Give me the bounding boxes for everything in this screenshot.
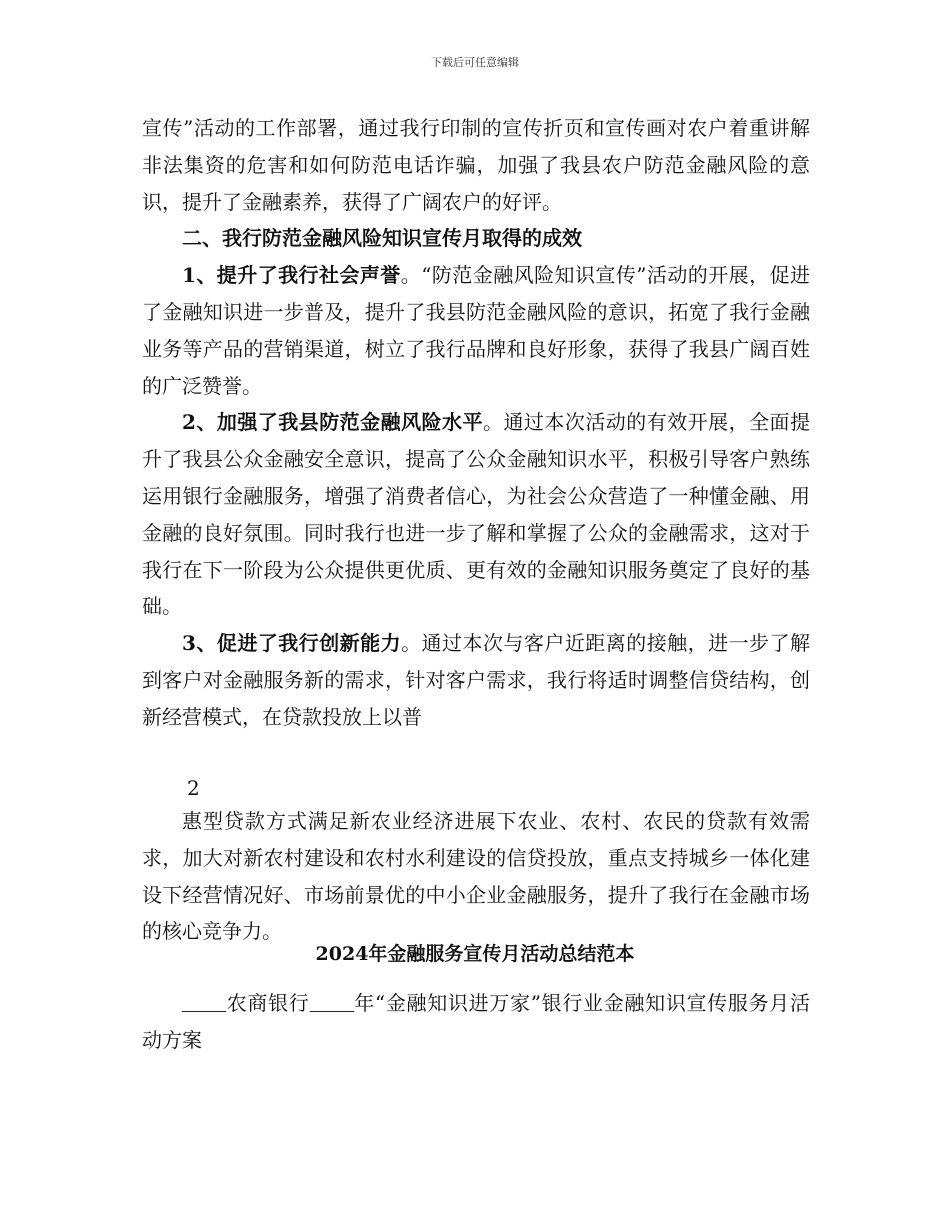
document-title: 2024年金融服务宣传月活动总结范本 bbox=[315, 943, 635, 965]
paragraph-continuation: 宣传”活动的工作部署，通过我行印制的宣传折页和宣传画对农户着重讲解非法集资的危害和如何防范电话诈骗，加强了我县农户防范金融风险的意识，提升了金融素养，获得了广阔农户的好评。 bbox=[142, 116, 810, 214]
item-text: 。通过本次与客户近距离的接触，进一步了解到客户对金融服务新的需求，针对客户需求，我行将适时调整信贷结构，创新经营模式，在贷款投放上以普 bbox=[142, 631, 810, 729]
list-item bbox=[142, 625, 810, 735]
item-text: 。“防范金融风险知识宣传”活动的开展，促进了金融知识进一步普及，提升了我县防范金融风险的意识，拓宽了我行金融业务等产品的营销渠道，树立了我行品牌和良好形象，获得了我县广阔百姓的广泛赞誉。 bbox=[142, 263, 811, 398]
section-heading: 二、我行防范金融风险知识宣传月取得的成效 bbox=[182, 226, 582, 251]
list-item bbox=[142, 257, 810, 404]
item-text: 。通过本次活动的有效开展，全面提升了我县公众金融安全意识，提高了公众金融知识水平，积极引导客户熟练运用银行金融服务，增强了消费者信心，为社会公众营造了一种懂金融、用金融的良好氛围。同时我行也进一步了解和掌握了公众的金融需求，这对于我行在下一阶段为公众提供更优质、更有效的金融知识服务奠定了良好的基础。 bbox=[142, 410, 811, 619]
item-lead: 1、提升了我行社会声誉 bbox=[182, 263, 401, 288]
blank-line bbox=[182, 991, 226, 1012]
item-lead: 3、促进了我行创新能力 bbox=[182, 631, 402, 656]
document-body-top bbox=[142, 110, 810, 736]
intro-paragraph bbox=[142, 985, 810, 1059]
document-body-continuation bbox=[142, 803, 810, 950]
document-body-intro bbox=[142, 985, 810, 1059]
blank-line bbox=[310, 991, 354, 1012]
page-header-note: 下载后可任意编辑 bbox=[431, 56, 519, 69]
intro-part1: 农商银行 bbox=[226, 991, 310, 1015]
item-lead: 2、加强了我县防范金融风险水平 bbox=[182, 410, 483, 435]
paragraph-continuation-next-page: 惠型贷款方式满足新农业经济进展下农业、农村、农民的贷款有效需求，加大对新农村建设和农村水利建设的信贷投放，重点支持城乡一体化建设下经营情况好、市场前景优的中小企业金融服务，提升了我行在金融市场的核心竞争力。 bbox=[142, 809, 810, 944]
list-item bbox=[142, 404, 810, 625]
page-number: 2 bbox=[187, 776, 200, 800]
intro-part2: 年“金融知识进万家”银行业金融知识宣传服务月活动方案 bbox=[142, 991, 811, 1052]
